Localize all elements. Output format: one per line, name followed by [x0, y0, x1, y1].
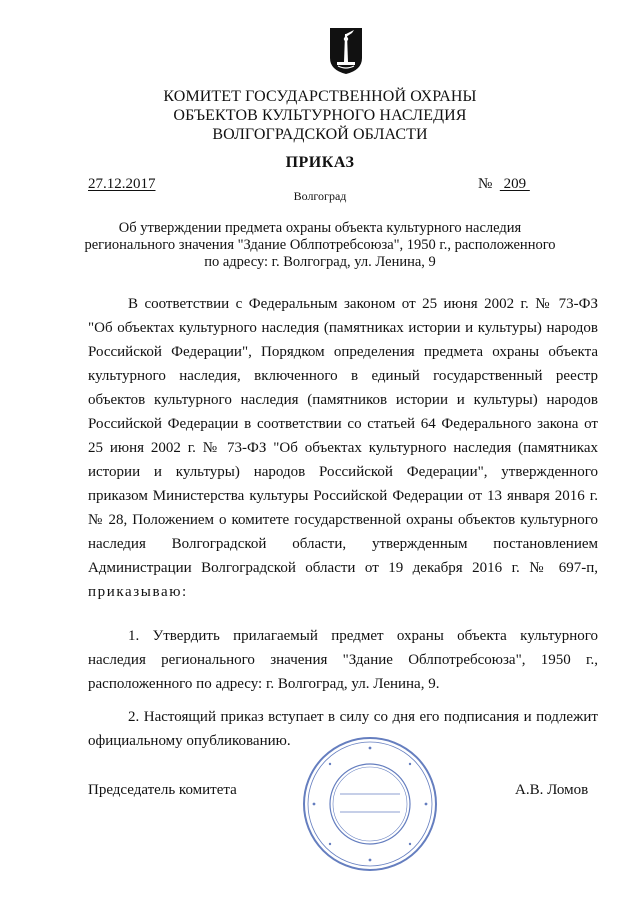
- body-line: истории и культуры) народов Российской Федерации", утвержденного: [88, 464, 598, 480]
- body-line: В соответствии с Федеральным законом от 25 июня 2002 г. № 73-ФЗ: [128, 296, 598, 312]
- body-line: приказом Министерства культуры Российской Федерации от 13 января 2016 г.: [88, 488, 598, 504]
- order-date: 27.12.2017: [88, 176, 156, 192]
- item-2-line: 2. Настоящий приказ вступает в силу со дня его подписания и подлежит: [128, 709, 598, 725]
- order-title: ПРИКАЗ: [285, 154, 355, 171]
- body-line: 25 июня 2002 г. № 73-ФЗ "Об объектах культурного наследия (памятниках: [88, 440, 598, 456]
- order-number-value: 209: [499, 176, 530, 192]
- order-city: Волгоград: [293, 189, 347, 203]
- item-2-line: официальному опубликованию.: [88, 733, 291, 749]
- official-seal-stamp: [300, 734, 440, 874]
- signer-name: А.В. Ломов: [515, 782, 589, 798]
- subject-line-2: регионального значения "Здание Облпотребсоюза", 1950 г., расположенного: [84, 237, 556, 253]
- org-name-line-3: ВОЛГОГРАДСКОЙ ОБЛАСТИ: [212, 126, 428, 143]
- signer-role: Председатель комитета: [88, 782, 237, 798]
- order-number-label: №: [478, 176, 493, 192]
- item-1-line: расположенного по адресу: г. Волгоград, ул. Ленина, 9.: [88, 676, 440, 692]
- body-line: "Об объектах культурного наследия (памятниках истории и культуры) народов: [88, 320, 598, 336]
- body-line: наследия Волгоградской области, утвержденным постановлением: [88, 536, 598, 552]
- body-line: объектов культурного наследия (памятников истории и культуры) народов: [88, 392, 598, 408]
- body-line: № 28, Положением о комитете государственной охраны объектов культурного: [88, 512, 598, 528]
- org-name-line-2: ОБЪЕКТОВ КУЛЬТУРНОГО НАСЛЕДИЯ: [173, 107, 467, 124]
- body-line: Администрации Волгоградской области от 19 декабря 2016 г. № 697-п,: [88, 560, 598, 576]
- item-1-line: наследия регионального значения "Здание Облпотребсоюза", 1950 г.,: [88, 652, 598, 668]
- subject-line-1: Об утверждении предмета охраны объекта культурного наследия: [118, 220, 522, 236]
- body-line-decree: приказываю:: [88, 584, 188, 600]
- body-line: Российской Федерации в соответствии со статьей 64 Федерального закона от: [88, 416, 598, 432]
- item-1-line: 1. Утвердить прилагаемый предмет охраны объекта культурного: [128, 628, 598, 644]
- body-line: Российской Федерации", Порядком определения предмета охраны объекта: [88, 344, 598, 360]
- org-name-line-1: КОМИТЕТ ГОСУДАРСТВЕННОЙ ОХРАНЫ: [163, 88, 477, 105]
- subject-line-3: по адресу: г. Волгоград, ул. Ленина, 9: [204, 254, 436, 270]
- body-line: культурного наследия, включенного в единый государственный реестр: [88, 368, 598, 384]
- volgograd-emblem-icon: [328, 26, 364, 76]
